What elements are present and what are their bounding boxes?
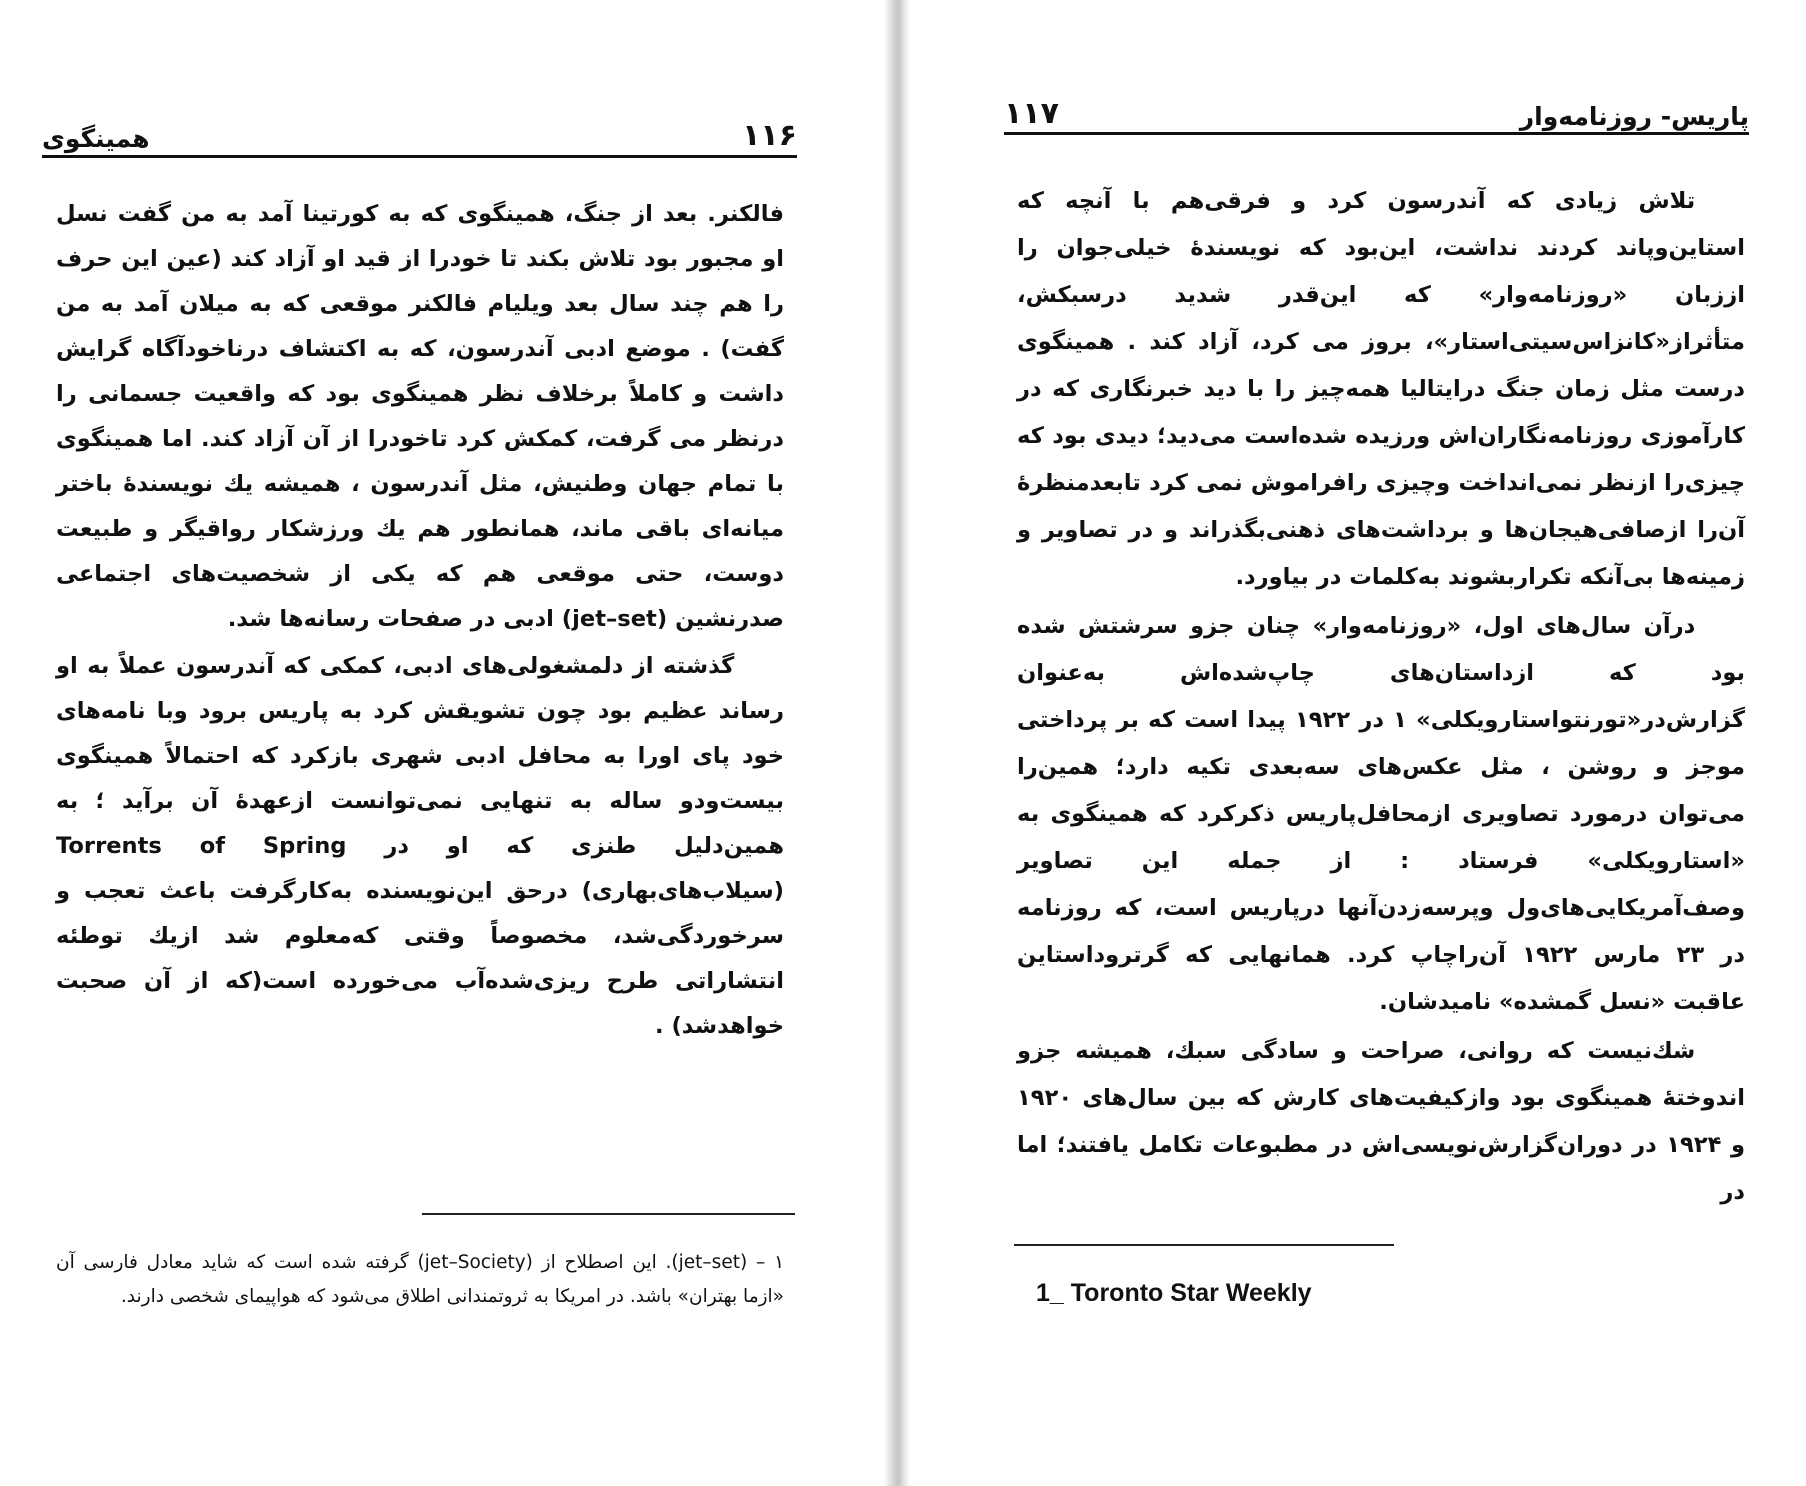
right-paragraph-2: درآن سال‌های اول، «روزنامه‌وار» چنان جزو سرشتش شده بود که ازداستان‌های چاپ‌شده‌اش به‌عنوان گزارش‌در«تورنتواستارویکلی» ۱ در ۱۹۲۲ پیدا است که بر پرداختی موجز و روشن ، مثل عکس‌های سه‌بعدی تکیه دارد؛ همین‌را می‌توان درمورد تصاویری ازمحافل‌پاریس ذکرکرد که همینگوی به «استارویکلی» فرستاد : از جمله این تصاویر وصف‌آمریکایی‌های‌ول وپرسه‌زدن‌آنها درپاریس است، که روزنامه در ۲۳ مارس ۱۹۲۲ آن‌راچاپ کرد. همانهایی که گرترود‌استاین عاقبت «نسل گمشده» نامیدشان. bbox=[1017, 613, 1746, 1015]
right-footnote-rule bbox=[1014, 1244, 1394, 1246]
left-paragraph-2: گذشته از دلمشغولی‌های ادبی، کمکی که آندرسون عملاً به او رساند عظیم بود چون تشویقش کرد به پاریس برود وبا نامه‌های خود پای اورا به محافل ادبی شهری بازکرد که احتمالاً همینگوی بیست‌ودو ساله به تنهایی نمی‌توانست ازعهدهٔ آن برآید ؛ به همین‌دلیل طنزی که او در Torrents of Spring (سیلاب‌های‌بهاری) درحق این‌نویسنده به‌کارگرفت باعث تعجب و سرخوردگی‌شد، مخصوصاً وقتی که‌معلوم شد ازیك توطئه انتشاراتی طرح ریزی‌شده‌آب می‌خورده است(که از آن صحبت خواهدشد) . bbox=[56, 653, 784, 1039]
left-paragraph-1: فالکنر. بعد از جنگ، همینگوی که به کورتینا آمد به من گفت نسل او مجبور بود تلاش بکند تا خودرا از قید او آزاد کند (عین این حرف را هم چند سال بعد ویلیام فالکنر موقعی که به میلان آمد به من گفت) . موضع ادبی آندرسون، که به اکتشاف درناخودآگاه گرایش داشت و کاملاً برخلاف نظر همینگوی بود که واقعیت جسمانی را درنظر می گرفت، کمکش کرد تاخودرا از آن آزاد کند. اما همینگوی با تمام جهان وطنیش، مثل آندرسون ، همیشه یك نویسندهٔ باختر میانه‌ای باقی ماند، همانطور هم یك ورزشکار رواقیگر و طبیعت دوست، حتی موقعی هم که یکی از شخصیت‌های اجتماعی صدرنشین (jet–set) ادبی در صفحات رسانه‌ها شد. bbox=[56, 201, 784, 632]
book-gutter bbox=[884, 0, 910, 1486]
right-paragraph-1: تلاش زیادی که آندرسون کرد و فرقی‌هم با آنچه که استاین‌وپاند کردند نداشت، این‌بود که نویسندهٔ خیلی‌جوان را اززبان «روزنامه‌وار» که این‌قدر شدید درسبکش، متأثراز«کانزاس‌سیتی‌استار»، بروز می کرد، آزاد کند . همینگوی درست مثل زمان جنگ درایتالیا همه‌چیز را با دید خبرنگاری که در کارآموزی روزنامه‌نگاران‌اش ورزیده شده‌است می‌دید؛ دیدی بود که چیزی‌را ازنظر نمی‌انداخت وچیزی رافراموش نمی کرد تابعدمنظرهٔ آن‌را ازصافی‌هیجان‌ها و برداشت‌های ذهنی‌بگذراند و در تصاویر و زمینه‌ها بی‌آنکه تکراربشوند به‌کلمات در بیاورد. bbox=[1017, 188, 1745, 590]
left-footnote-rule bbox=[422, 1213, 795, 1215]
right-page-body bbox=[1017, 178, 1745, 1216]
right-page-header bbox=[1004, 96, 1749, 131]
left-page-header bbox=[42, 118, 797, 153]
left-footnote: ۱ – (jet–set). این اصطلاح از (jet–Society) گرفته شده است که شاید معادل فارسی آن «ازما بهتران» باشد. در امریکا به ثروتمندانی اطلاق می‌شود که هواپیمای شخصی دارند. bbox=[56, 1252, 784, 1307]
right-footnote: 1_ Toronto Star Weekly bbox=[1036, 1279, 1312, 1307]
right-page-number: ۱۱۷ bbox=[1004, 96, 1059, 131]
left-page-number: ۱۱۶ bbox=[742, 118, 797, 153]
left-page-title: همینگوی bbox=[42, 124, 150, 153]
left-header-rule bbox=[42, 155, 797, 158]
right-header-rule bbox=[1004, 132, 1749, 135]
left-page-body bbox=[56, 192, 784, 1049]
right-paragraph-3: شك‌نیست که روانی، صراحت و سادگی سبك، همیشه جزو اندوختهٔ همینگوی بود وازکیفیت‌های کارش که بین سال‌های ۱۹۲۰ و ۱۹۲۴ در دوران‌گزارش‌نویسی‌اش در مطبوعات تکامل یافتند؛ اما در bbox=[1017, 1038, 1745, 1205]
right-page-title: پاریس- روزنامه‌وار bbox=[1519, 102, 1749, 131]
